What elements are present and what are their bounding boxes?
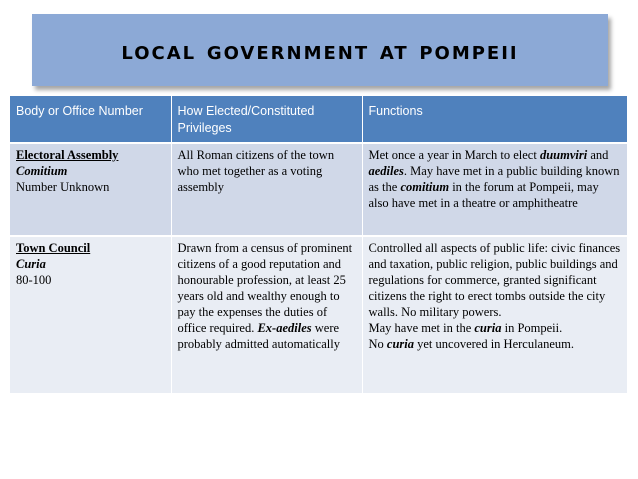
table-row bbox=[10, 143, 627, 236]
body-name: Town Council bbox=[16, 241, 91, 255]
title-banner bbox=[32, 14, 608, 86]
table-row bbox=[10, 236, 627, 393]
body-number: Number Unknown bbox=[16, 180, 110, 194]
elected-cell bbox=[171, 143, 362, 236]
functions-text: and bbox=[587, 148, 609, 162]
functions-emphasis: curia bbox=[474, 321, 502, 335]
body-cell bbox=[10, 143, 171, 236]
functions-emphasis: aediles bbox=[368, 164, 404, 178]
page-title: local government at pompeii bbox=[121, 35, 519, 65]
elected-emphasis: Ex-aediles bbox=[257, 321, 312, 335]
elected-text: were probably admitted automatically bbox=[177, 321, 340, 351]
elected-cell bbox=[171, 236, 362, 393]
body-latin-name: Comitium bbox=[16, 164, 68, 178]
functions-text: Met once a year in March to elect bbox=[368, 148, 540, 162]
header-how-elected: How Elected/Constituted Privileges bbox=[171, 96, 362, 143]
functions-text: yet uncovered in Herculaneum. bbox=[414, 337, 575, 351]
body-cell bbox=[10, 236, 171, 393]
functions-text: . May have met in a public building known as the bbox=[368, 164, 620, 194]
header-body-or-office: Body or Office Number bbox=[10, 96, 171, 143]
functions-text: in Pompeii. bbox=[501, 321, 563, 335]
table-header-row bbox=[10, 96, 627, 143]
government-table bbox=[10, 96, 627, 393]
elected-text: All Roman citizens of the town who met together as a voting assembly bbox=[177, 148, 335, 194]
elected-text: Drawn from a census of prominent citizens of a good reputation and honourable profession, at least 25 years old and wealthy enough to pay the expenses the duties of office required. bbox=[177, 241, 353, 335]
body-number: 80-100 bbox=[16, 273, 52, 287]
functions-text: in the forum at Pompeii, may also have met in a theatre or amphitheatre bbox=[368, 180, 599, 210]
functions-cell bbox=[362, 236, 627, 393]
functions-text: May have met in the bbox=[368, 321, 475, 335]
functions-text: No bbox=[368, 337, 387, 351]
body-latin-name: Curia bbox=[16, 257, 46, 271]
functions-emphasis: curia bbox=[386, 337, 414, 351]
functions-cell bbox=[362, 143, 627, 236]
body-name: Electoral Assembly bbox=[16, 148, 119, 162]
functions-emphasis: duumviri bbox=[539, 148, 588, 162]
functions-emphasis: comitium bbox=[400, 180, 450, 194]
header-functions: Functions bbox=[362, 96, 627, 143]
functions-text: Controlled all aspects of public life: civic finances and taxation, public religion, public buildings and regulations for commerce, granted significant citizens the right to erect tombs outside the city walls. No military powers. bbox=[368, 241, 621, 319]
